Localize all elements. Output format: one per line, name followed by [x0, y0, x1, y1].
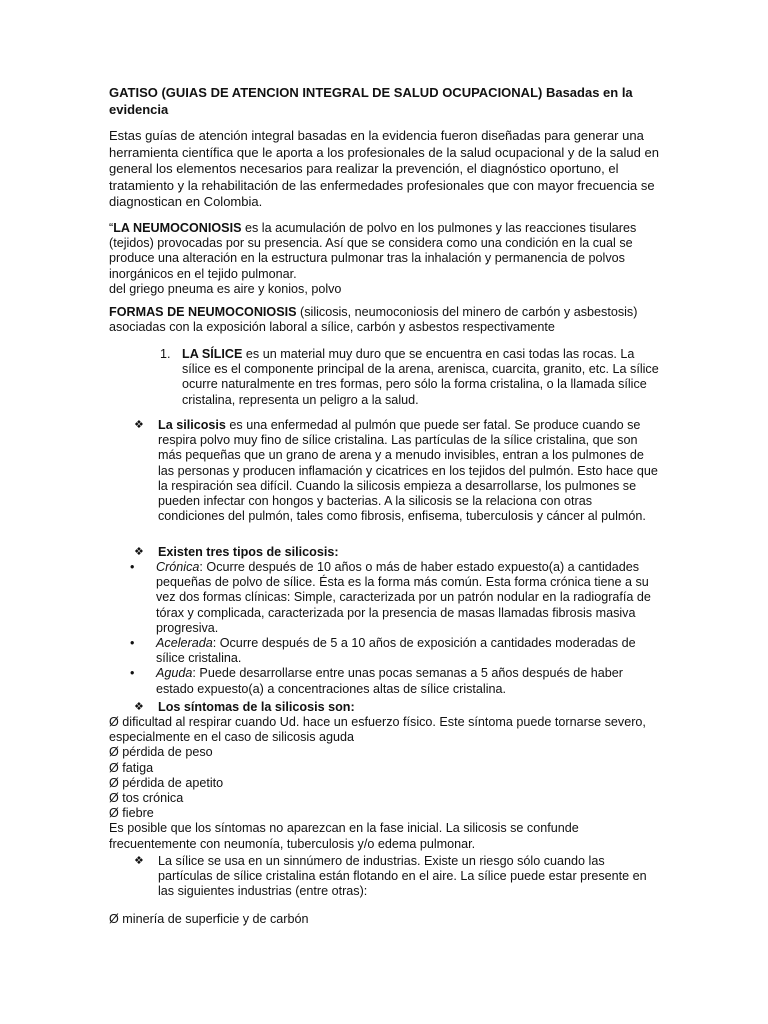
neumoconiosis-term: LA NEUMOCONIOSIS	[113, 221, 242, 235]
tipos-list	[130, 560, 660, 697]
arrow-bullet-icon: Ø	[109, 760, 119, 775]
silicosis-term: La silicosis	[158, 418, 226, 432]
list-item	[109, 791, 659, 806]
sintoma-text: fatiga	[122, 760, 154, 775]
opening-quote: “	[109, 221, 114, 235]
sintoma-text: pérdida de apetito	[122, 775, 224, 790]
formas-term: FORMAS DE NEUMOCONIOSIS	[109, 305, 297, 319]
arrow-bullet-icon: Ø	[109, 912, 119, 926]
sintomas-heading	[134, 700, 660, 715]
list-item	[109, 761, 659, 776]
tipos-heading	[134, 545, 660, 560]
industrias-list	[109, 912, 659, 927]
usos-item	[134, 854, 660, 900]
tipo-text: : Puede desarrollarse entre unas pocas semanas a 5 años después de haber estado expuesto(a) a concentraciones altas de sílice cristalina.	[156, 666, 623, 696]
arrow-bullet-icon: Ø	[109, 791, 119, 806]
bullet-icon: •	[130, 666, 135, 681]
arrow-bullet-icon: Ø	[109, 745, 119, 760]
tipo-name: Aguda	[156, 666, 193, 681]
diamond-bullet-icon: ❖	[134, 855, 144, 867]
sintoma-text: pérdida de peso	[122, 745, 213, 760]
sintomas-note: Es posible que los síntomas no aparezcan en la fase inicial. La silicosis se confunde frecuentemente con neumonía, tuberculosis y/o edema pulmonar.	[109, 821, 579, 851]
sintomas-heading-text: Los síntomas de la silicosis son:	[158, 700, 355, 714]
list-item	[109, 806, 659, 821]
list-item	[130, 636, 660, 666]
diamond-bullet-icon: ❖	[134, 546, 144, 558]
arrow-bullet-icon: Ø	[109, 715, 119, 729]
diamond-bullet-icon: ❖	[134, 701, 144, 713]
document-title: GATISO (GUIAS DE ATENCION INTEGRAL DE SALUD OCUPACIONAL) Basadas en la evidencia	[109, 85, 633, 117]
arrow-bullet-icon: Ø	[109, 775, 119, 790]
sintoma-text: fiebre	[122, 806, 154, 821]
silice-numbered-item	[160, 347, 660, 408]
formas-text: (silicosis, neumoconiosis del minero de carbón y asbestosis) asociadas con la exposición laboral a sílice, carbón y asbestos respectivamente	[109, 305, 638, 335]
silice-text: es un material muy duro que se encuentra en casi todas las rocas. La sílice es el componente principal de la arena, arenisca, cuarcita, granito, etc. La sílice ocurre naturalmente en tres formas, pero sólo la forma cristalina, o la llamada sílice cristalina, representa un peligro a la salud.	[182, 347, 659, 407]
sintoma-text: tos crónica	[122, 791, 184, 806]
neumoconiosis-section	[109, 221, 659, 297]
tipo-name: Acelerada	[156, 636, 213, 651]
industria-text: minería de superficie y de carbón	[122, 912, 309, 926]
neumoconiosis-definition: es la acumulación de polvo en los pulmones y las reacciones tisulares (tejidos) provocadas por su presencia. Así que se considera como una condición en la cual se produce una alteración en la estructura pulmonar tras la inhalación y permanencia de polvos inorgánicos en el tejido pulmonar.	[109, 221, 637, 281]
list-item	[130, 666, 660, 696]
bullet-icon: •	[130, 560, 135, 574]
list-item	[109, 776, 659, 791]
arrow-bullet-icon: Ø	[109, 806, 119, 821]
sintoma-text: dificultad al respirar cuando Ud. hace un esfuerzo físico. Este síntoma puede tornarse severo, especialmente en el caso de silicosis aguda	[109, 715, 646, 745]
intro-paragraph: Estas guías de atención integral basadas en la evidencia fueron diseñadas para generar una herramienta científica que le aporta a los profesionales de la salud ocupacional y de la salud en general los elementos necesarios para realizar la prevención, el diagnóstico oportuno, el tratamiento y la rehabilitación de las enfermedades profesionales que con mayor frecuencia se diagnostican en Colombia.	[109, 128, 659, 209]
diamond-bullet-icon: ❖	[134, 419, 144, 431]
usos-text: La sílice se usa en un sinnúmero de industrias. Existe un riesgo sólo cuando las partículas de sílice cristalina están flotando en el aire. La sílice puede estar presente en las siguientes industrias (entre otras):	[158, 854, 647, 899]
sintomas-list	[109, 715, 659, 852]
list-number: 1.	[160, 347, 171, 361]
list-item	[109, 745, 659, 760]
tipo-text: : Ocurre después de 10 años o más de haber estado expuesto(a) a cantidades pequeñas de polvo de sílice. Ésta es la forma más común. Esta forma crónica tiene a su vez dos formas clínicas: Simple, caracterizada por un patrón nodular en la radiografía de tórax y complicada, caracterizada por la presencia de masas llamadas fibrosis masiva progresiva.	[156, 560, 651, 635]
bullet-icon: •	[130, 636, 135, 651]
silicosis-item	[134, 418, 660, 524]
neumoconiosis-origin: del griego pneuma es aire y konios, polvo	[109, 281, 342, 296]
silice-term: LA SÍLICE	[182, 347, 243, 361]
silicosis-text: es una enfermedad al pulmón que puede ser fatal. Se produce cuando se respira polvo muy fino de sílice cristalina. Las partículas de la sílice cristalina, que son más pequeñas que un grano de arena y a menudo invisibles, entran a los pulmones de las personas y producen inflamación y cicatrices en los tejidos del pulmón. Esto hace que la respiración sea difícil. Cuando la silicosis empieza a desarrollarse, los pulmones se pueden infectar con hongos y bacterias. A la silicosis se la relaciona con otras condiciones del pulmón, tales como fibrosis, enfisema, tuberculosis y cáncer al pulmón.	[158, 418, 658, 524]
tipo-text: : Ocurre después de 5 a 10 años de exposición a cantidades moderadas de sílice cristalina.	[156, 636, 636, 666]
list-item	[109, 715, 659, 745]
list-item	[130, 560, 660, 636]
tipos-heading-text: Existen tres tipos de silicosis:	[158, 545, 339, 559]
formas-section	[109, 305, 659, 335]
tipo-name: Crónica	[156, 560, 200, 574]
